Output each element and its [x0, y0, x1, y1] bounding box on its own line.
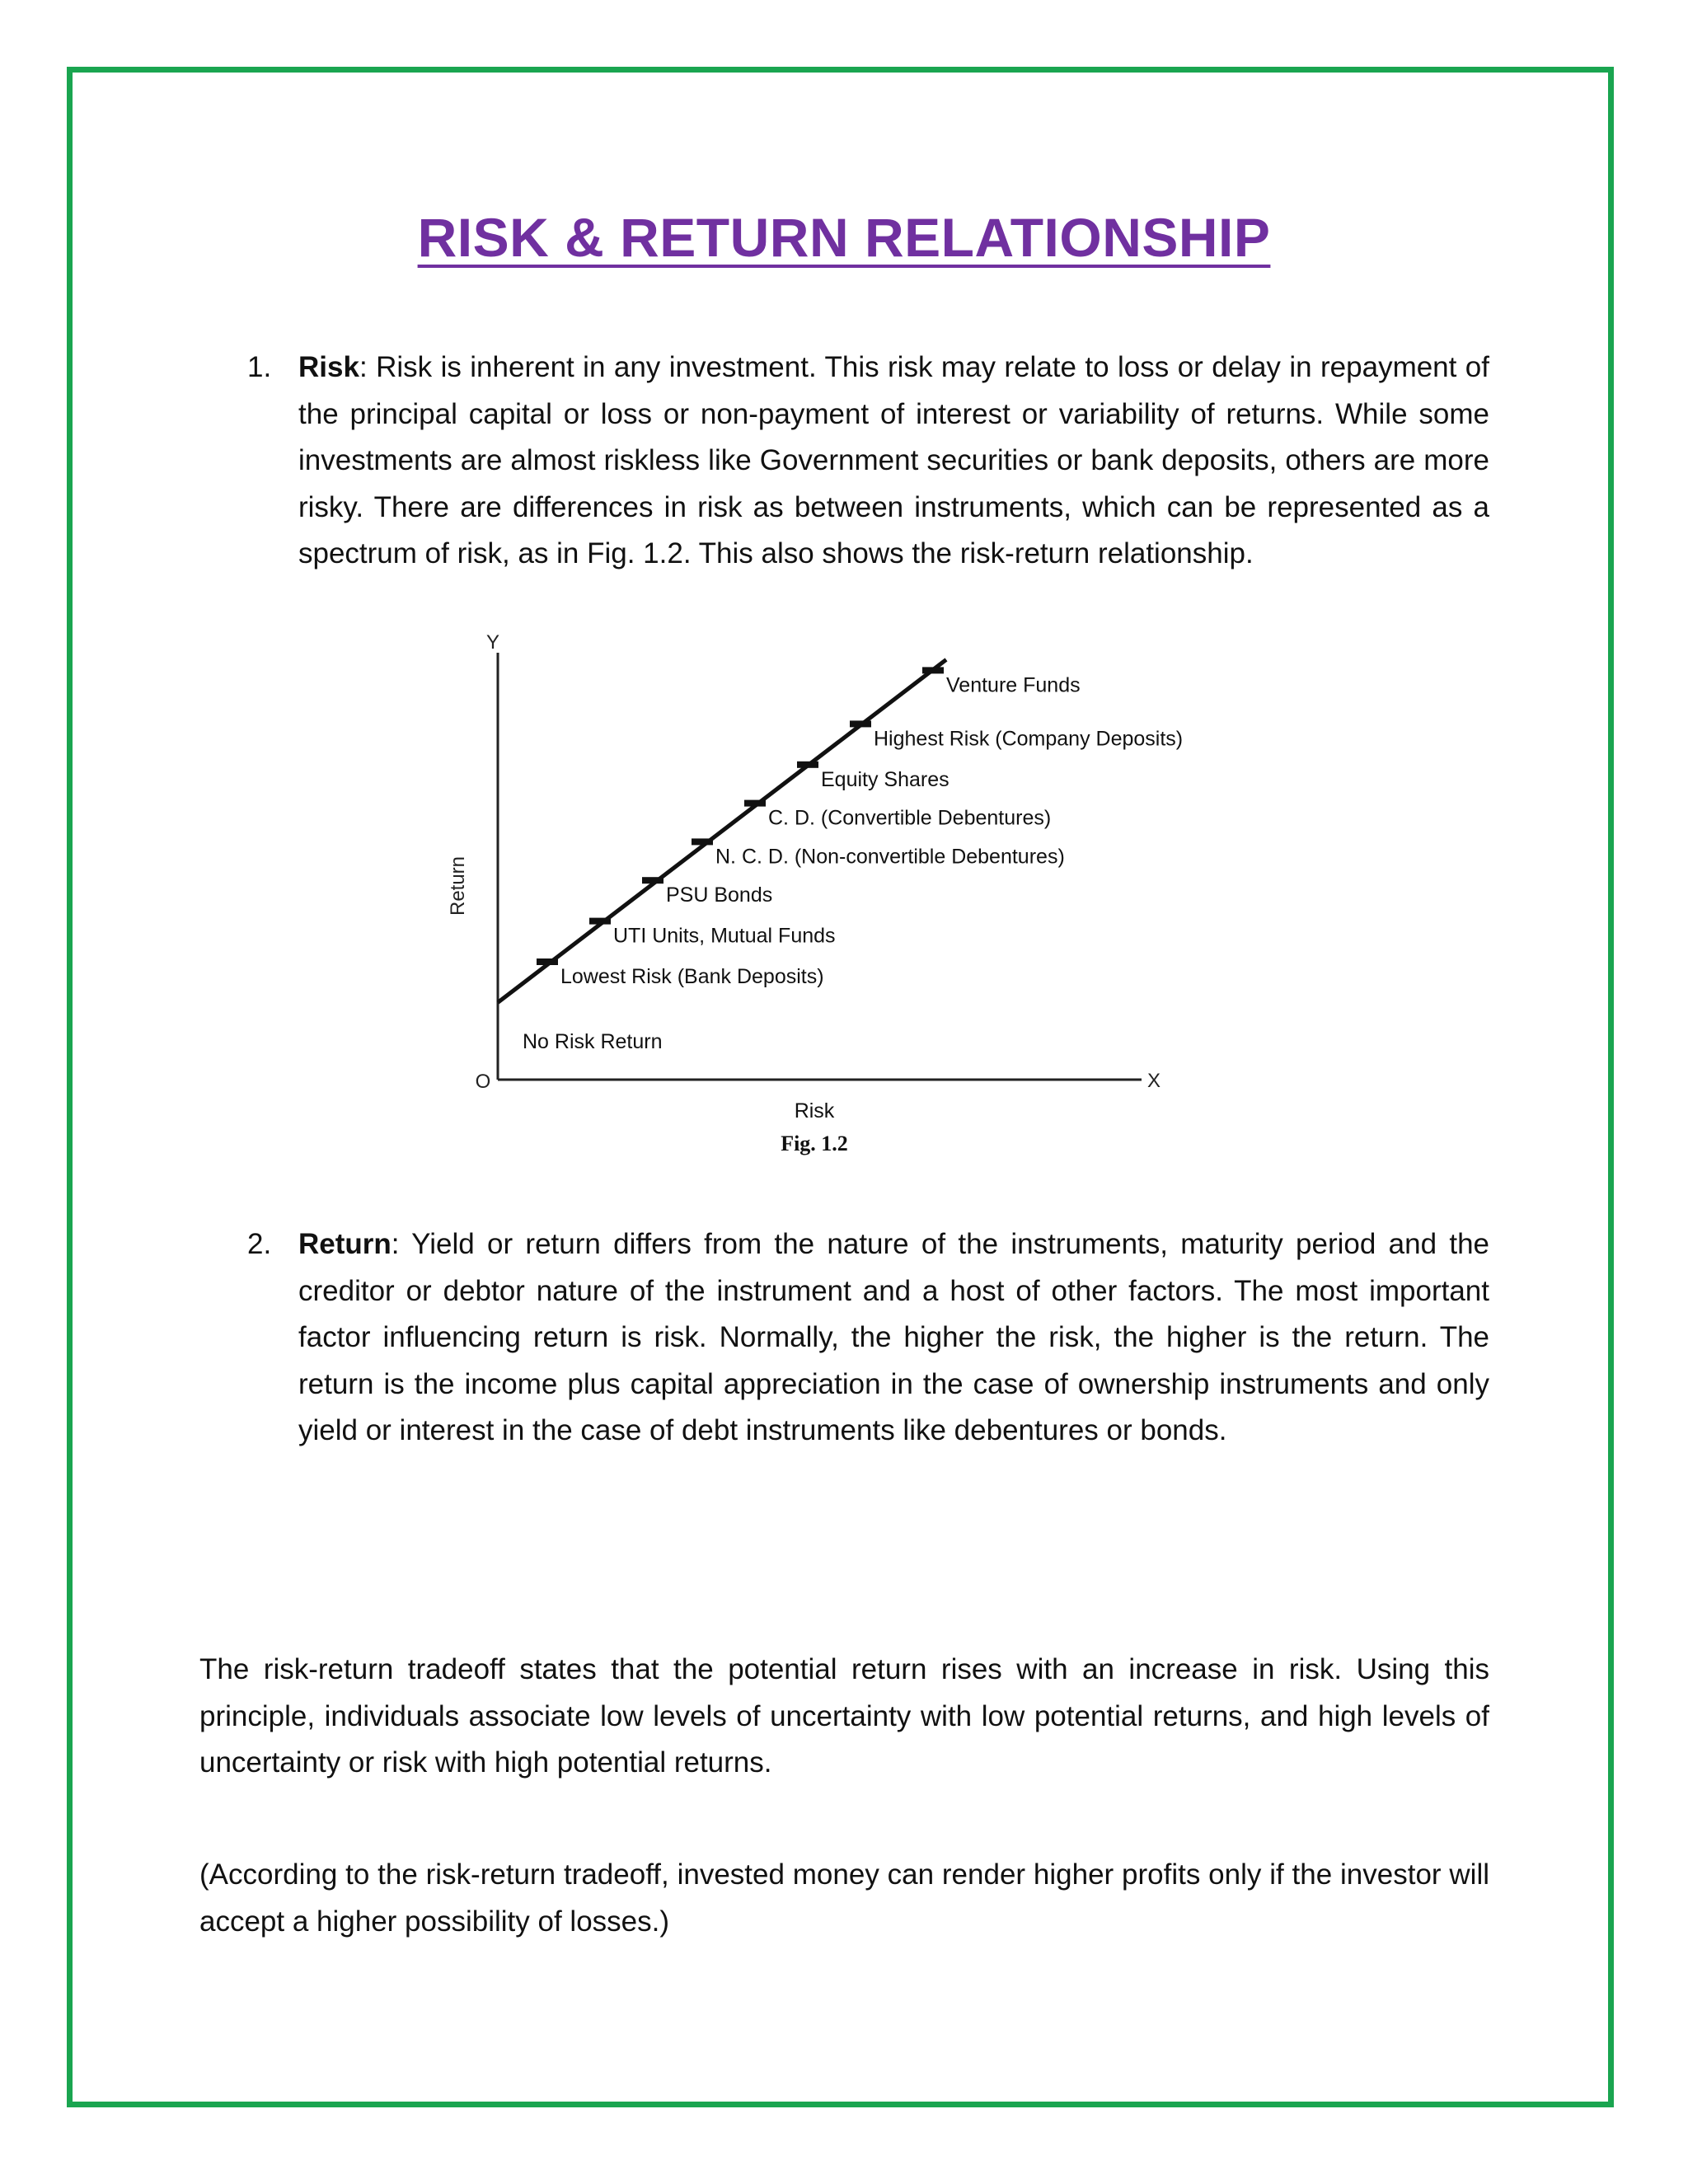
- data-point-label: Equity Shares: [821, 767, 950, 791]
- data-point-marker: [850, 720, 871, 727]
- data-point-label: PSU Bonds: [666, 883, 773, 907]
- data-point-marker: [797, 762, 818, 768]
- no-risk-return-label: No Risk Return: [523, 1030, 663, 1053]
- data-point-label: Lowest Risk (Bank Deposits): [560, 965, 824, 988]
- data-point-marker: [922, 667, 944, 673]
- list-item-risk: [247, 344, 1489, 578]
- risk-return-chart: [445, 635, 1187, 1179]
- data-point-marker: [589, 918, 611, 925]
- return-description: : Yield or return differs from the nature of the instruments, maturity period and the creditor or debtor nature of the instrument and a host of other factors. The most important factor influencing return is risk. Normally, the higher the risk, the higher is the return. The return is the income plus capital appreciation in the case of ownership instruments and only yield or interest in the case of debt instruments like debentures or bonds.: [298, 1228, 1489, 1446]
- term-risk: Risk: [298, 351, 359, 383]
- y-axis-title: Return: [447, 855, 469, 916]
- data-point-marker: [642, 877, 663, 883]
- x-axis-title: Risk: [794, 1099, 835, 1122]
- data-point-label: UTI Units, Mutual Funds: [613, 924, 836, 948]
- list-number: 1.: [247, 351, 272, 383]
- data-point-label: Highest Risk (Company Deposits): [874, 727, 1184, 751]
- origin-label: O: [475, 1071, 491, 1093]
- data-point-marker: [744, 800, 766, 807]
- page-title: RISK & RETURN RELATIONSHIP: [417, 207, 1271, 268]
- risk-description: : Risk is inherent in any investment. This risk may relate to loss or delay in repayment of the principal capital or loss or non-payment of interest or variability of returns. While some investments are almost riskless like Government securities or bank deposits, others are more risky. There are differences in risk as between instruments, which can be represented as a spectrum of risk, as in Fig. 1.2. This also shows the risk-return relationship.: [298, 351, 1489, 569]
- term-return: Return: [298, 1228, 392, 1260]
- tradeoff-note-paragraph: (According to the risk-return tradeoff, invested money can render higher profits only if the investor will accept a higher possibility of losses.): [199, 1858, 1489, 1938]
- data-point-marker: [537, 958, 558, 965]
- list-number: 2.: [247, 1228, 272, 1260]
- y-axis-letter: Y: [485, 635, 500, 654]
- risk-return-line: [498, 659, 946, 1002]
- data-point-marker: [692, 838, 713, 845]
- data-point-label: Venture Funds: [946, 673, 1081, 697]
- data-point-label: N. C. D. (Non-convertible Debentures): [715, 845, 1065, 869]
- list-item-return: [247, 1221, 1489, 1455]
- data-point-label: C. D. (Convertible Debentures): [768, 806, 1052, 830]
- tradeoff-paragraph: The risk-return tradeoff states that the potential return rises with an increase in risk. Using this principle, individuals associate low levels of uncertainty with low potential returns, and high levels of uncertainty or risk with high potential returns.: [199, 1653, 1489, 1779]
- figure-caption: Fig. 1.2: [781, 1132, 848, 1155]
- x-axis-letter: X: [1147, 1070, 1161, 1092]
